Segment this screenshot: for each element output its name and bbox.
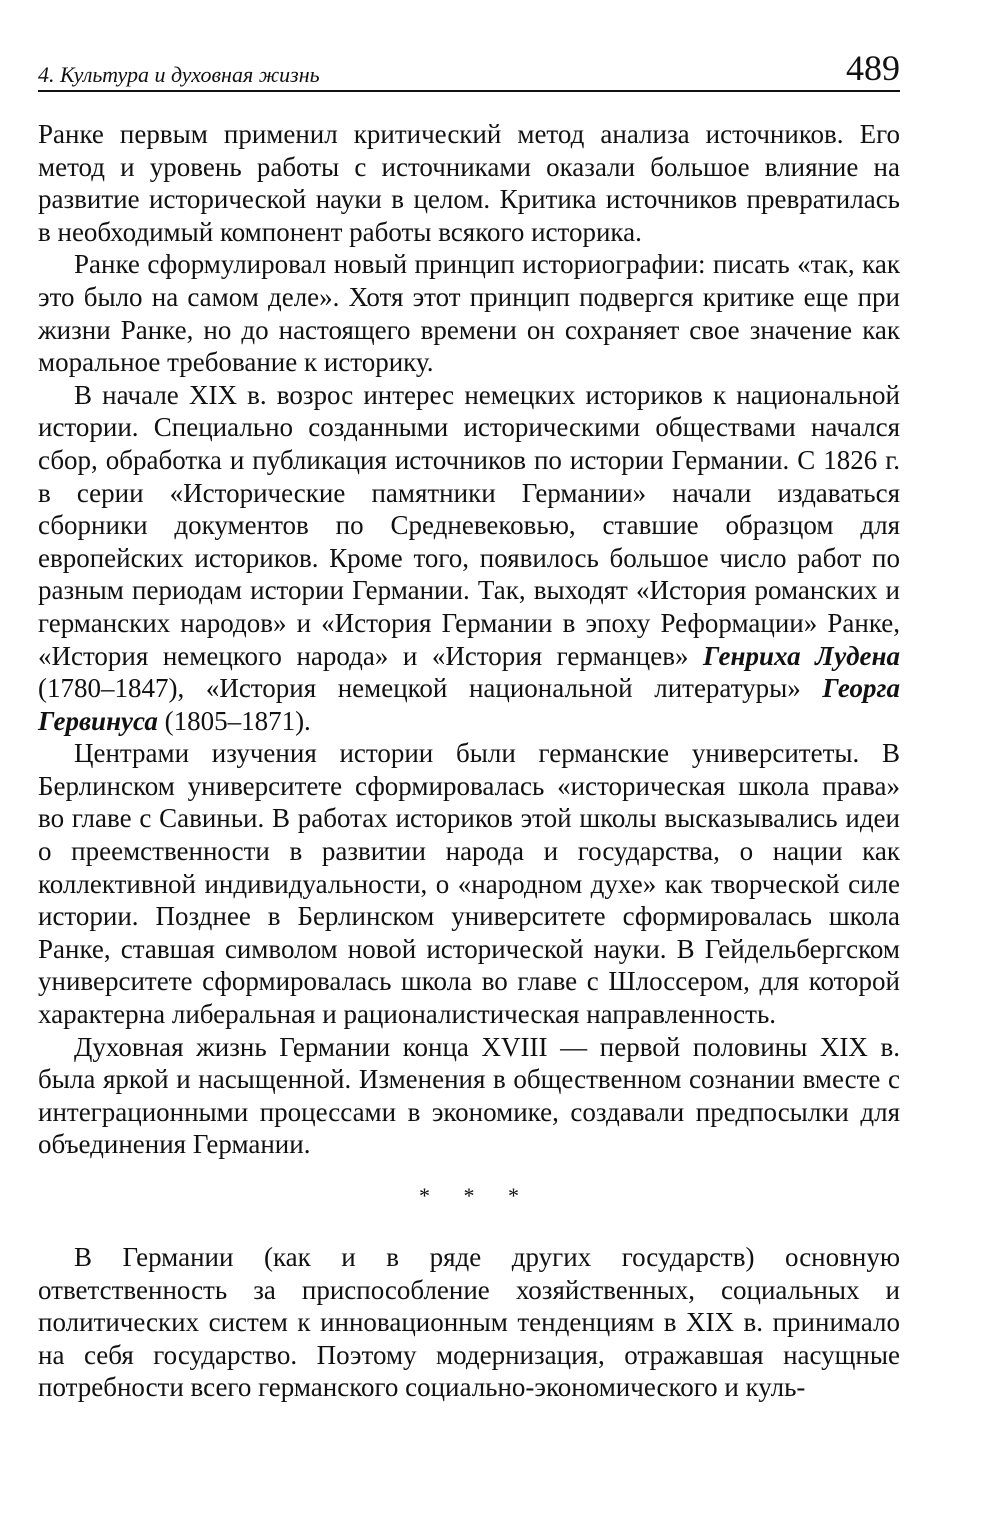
section-divider: * * * <box>419 1183 533 1208</box>
paragraph-text-part: В начале XIX в. возрос интерес немецких историков к национальной истории. Специально созданными историческими обществами начался сбор, обработка и публикация источников по истории Германии. С 1826 г. в серии «Исторические памятники Германии» начали издаваться сборники документов по Средневековью, ставшие образцом для европейских историков. Кроме того, появилось большое число работ по разным периодам истории Германии. Так, выходят «История романских и германских народов» и «История Германии в эпоху Реформации» Ранке, «История немецкого народа» и «История германцев» <box>38 379 900 671</box>
paragraph-state-modernization: В Германии (как и в ряде других государств) основную ответственность за приспособление хозяйственных, социальных и политических систем к инновационным тенденциям в XIX в. принимало на себя государство. Поэтому модернизация, отражавшая насущные потребности всего германского социально-экономического и куль- <box>38 1242 900 1403</box>
running-title: 4. Культура и духовная жизнь <box>38 62 320 87</box>
paragraph-national-history <box>38 379 900 738</box>
author-name-luden: Генриха Лудена <box>703 640 900 671</box>
paragraph-text-part: (1780–1847), «История немецкой национальной литературы» <box>38 673 823 704</box>
body-text <box>38 118 900 1404</box>
author-name-gervinus: Георга Гервинуса <box>38 673 900 736</box>
paragraph-spiritual-life: Духовная жизнь Германии конца XVIII — первой половины XIX в. была яркой и насыщенной. Изменения в общественном сознании вместе с интеграционными процессами в экономике, создавали предпосылки для объединения Германии. <box>38 1031 900 1160</box>
book-page <box>38 40 900 1404</box>
paragraph-universities: Центрами изучения истории были германские университеты. В Берлинском университете сформировалась «историческая школа права» во главе с Савиньи. В работах историков этой школы высказывались идеи о преемственности в развитии народа и государства, о нации как коллективной индивидуальности, о «народном духе» как творческой силе истории. Позднее в Берлинском университете сформировалась школа Ранке, ставшая символом новой исторической науки. В Гейдельбергском университете сформировалась школа во главе с Шлоссером, для которой характерна либеральная и рационалистическая направленность. <box>38 738 900 1030</box>
running-header <box>38 40 900 92</box>
paragraph-text-part: (1805–1871). <box>157 705 311 736</box>
paragraph-ranke-principle: Ранке сформулировал новый принцип историографии: писать «так, как это было на самом деле». Хотя этот принцип подвергся критике еще при жизни Ранке, но до настоящего времени он сохраняет свое значение как моральное требование к историку. <box>38 249 900 378</box>
paragraph-ranke-criticism: Ранке первым применил критический метод анализа источников. Его метод и уровень работы с источниками оказали большое влияние на развитие исторической науки в целом. Критика источников превратилась в необходимый компонент работы всякого историка. <box>38 119 900 247</box>
page-number: 489 <box>846 48 900 88</box>
